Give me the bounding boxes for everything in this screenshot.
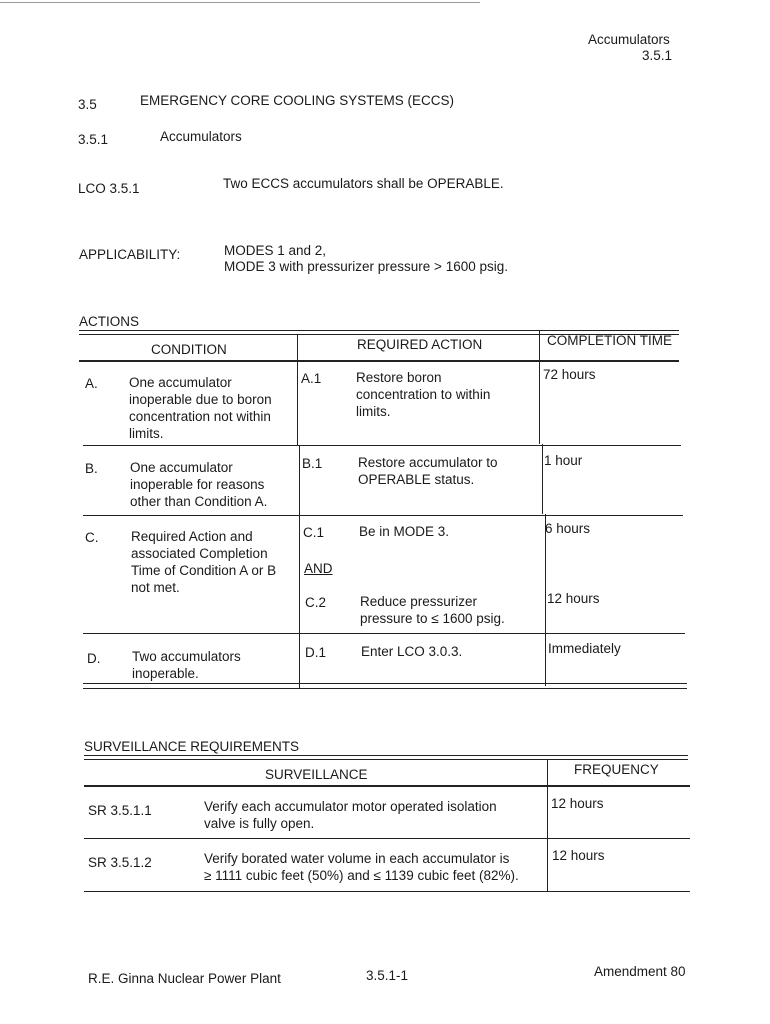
row-d-action: Enter LCO 3.0.3. xyxy=(361,644,463,659)
footer-page-number: 3.5.1-1 xyxy=(366,968,409,983)
actions-col-condition: CONDITION xyxy=(151,342,227,357)
actions-top-rule xyxy=(79,330,679,331)
actions-col-divider-1a xyxy=(297,334,298,446)
header-section-number: 3.5.1 xyxy=(642,48,673,63)
row-b-action-id: B.1 xyxy=(302,456,323,471)
row-b-divider xyxy=(83,515,683,516)
footer-plant-name: R.E. Ginna Nuclear Power Plant xyxy=(88,971,281,986)
sr-1-text: Verify each accumulator motor operated isolation valve is fully open. xyxy=(204,799,497,831)
surveillance-heading: SURVEILLANCE REQUIREMENTS xyxy=(84,739,300,754)
row-c-action2: Reduce pressurizer pressure to ≤ 1600 psig. xyxy=(360,594,505,626)
row-d-action-id: D.1 xyxy=(305,645,327,660)
sr-2-frequency: 12 hours xyxy=(552,848,605,863)
actions-col-divider-2a xyxy=(539,330,540,444)
actions-col-divider-2c xyxy=(545,514,546,686)
row-a-letter: A. xyxy=(85,376,98,391)
applicability-line-1: MODES 1 and 2, xyxy=(224,243,327,258)
surveillance-top-rule xyxy=(84,755,688,756)
surveillance-col-divider xyxy=(547,759,548,891)
row-b-letter: B. xyxy=(85,461,98,476)
row-c-time2: 12 hours xyxy=(547,591,600,606)
actions-col-completion-time: COMPLETION TIME xyxy=(547,333,673,348)
actions-col-divider-2b xyxy=(542,444,543,514)
row-d-time: Immediately xyxy=(548,641,621,656)
header-section-title: Accumulators xyxy=(588,32,670,47)
row-c-and-connector: AND xyxy=(304,561,333,576)
surveillance-header-rule xyxy=(84,785,690,787)
subsection-title: Accumulators xyxy=(160,129,242,144)
sr-2-text: Verify borated water volume in each accumulator is ≥ 1111 cubic feet (50%) and ≤ 1139 cubic feet (82%). xyxy=(204,851,519,883)
row-b-time: 1 hour xyxy=(544,453,583,468)
sr-row-divider xyxy=(84,838,690,839)
surveillance-bottom-rule xyxy=(84,891,690,892)
actions-bottom-rule xyxy=(83,683,687,684)
surveillance-top-rule-2 xyxy=(84,759,688,760)
section-number: 3.5 xyxy=(78,97,97,112)
row-c-time: 6 hours xyxy=(545,521,591,536)
row-b-action: Restore accumulator to OPERABLE status. xyxy=(358,455,498,487)
actions-col-divider-1b xyxy=(299,446,300,688)
row-c-action2-id: C.2 xyxy=(305,595,327,610)
lco-label: LCO 3.5.1 xyxy=(78,181,140,196)
row-d-letter: D. xyxy=(87,651,101,666)
sr-1-frequency: 12 hours xyxy=(551,796,604,811)
actions-col-required-action: REQUIRED ACTION xyxy=(357,337,483,352)
row-a-condition: One accumulator inoperable due to boron concentration not within limits. xyxy=(129,375,272,441)
row-b-condition: One accumulator inoperable for reasons other than Condition A. xyxy=(130,460,268,509)
sr-1-id: SR 3.5.1.1 xyxy=(88,803,152,818)
row-a-action-id: A.1 xyxy=(301,371,322,386)
subsection-number: 3.5.1 xyxy=(78,132,109,147)
lco-text: Two ECCS accumulators shall be OPERABLE. xyxy=(223,176,504,191)
row-c-condition: Required Action and associated Completion Time of Condition A or B not met. xyxy=(131,529,277,595)
actions-header-rule xyxy=(79,360,679,362)
row-c-action: Be in MODE 3. xyxy=(359,524,450,539)
row-a-action: Restore boron concentration to within limits. xyxy=(356,370,491,419)
surveillance-col-frequency: FREQUENCY xyxy=(574,762,659,777)
surveillance-col-surveillance: SURVEILLANCE xyxy=(265,767,368,782)
footer-amendment: Amendment 80 xyxy=(594,964,686,979)
row-c-divider xyxy=(83,633,685,634)
row-a-divider xyxy=(83,445,681,446)
row-c-action-id: C.1 xyxy=(303,525,325,540)
actions-heading: ACTIONS xyxy=(79,314,140,329)
row-c-letter: C. xyxy=(85,530,99,545)
scan-artifact-line xyxy=(0,2,480,3)
row-d-condition: Two accumulators inoperable. xyxy=(132,649,241,681)
applicability-line-2: MODE 3 with pressurizer pressure > 1600 psig. xyxy=(224,259,508,274)
actions-bottom-rule-2 xyxy=(83,688,687,689)
row-a-time: 72 hours xyxy=(543,367,596,382)
applicability-label: APPLICABILITY: xyxy=(79,247,181,262)
section-title: EMERGENCY CORE COOLING SYSTEMS (ECCS) xyxy=(140,93,455,108)
sr-2-id: SR 3.5.1.2 xyxy=(88,855,152,870)
